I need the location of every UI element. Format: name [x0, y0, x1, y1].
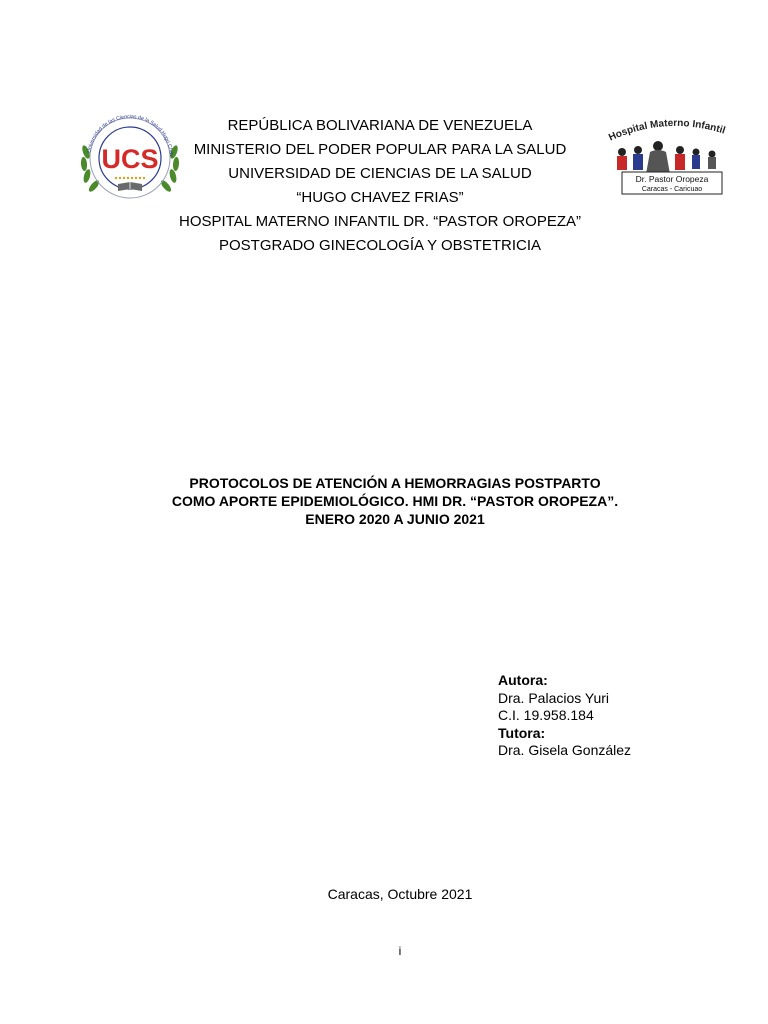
header-line: REPÚBLICA BOLIVARIANA DE VENEZUELA	[227, 117, 533, 134]
header-line: HOSPITAL MATERNO INFANTIL DR. “PASTOR OROPEZA”	[179, 213, 581, 230]
hospital-logo	[600, 112, 740, 202]
tutora-label: Tutora:	[498, 724, 546, 741]
header-line: MINISTERIO DEL PODER POPULAR PARA LA SALUD	[193, 141, 567, 158]
autora-label: Autora:	[498, 672, 548, 688]
hospital-figures-icon	[617, 141, 716, 174]
svg-text:Hospital Materno Infantil	[607, 118, 727, 144]
ucs-ring-text: Universidad de las Ciencias de la Salud Hugo Cháv	[86, 113, 174, 157]
document-title	[130, 474, 660, 528]
hospital-logo-location: Caracas - Caricuao	[641, 186, 703, 193]
autora-id: C.I. 19.958.184	[498, 707, 594, 723]
title-line: ENERO 2020 A JUNIO 2021	[305, 511, 485, 527]
page-number: i	[398, 944, 402, 958]
authors-block	[498, 672, 631, 760]
hospital-logo-arc-text: Hospital Materno Infantil	[607, 117, 727, 144]
header-line: POSTGRADO GINECOLOGÍA Y OBSTETRICIA	[218, 237, 542, 254]
autora-name: Dra. Palacios Yuri	[498, 689, 610, 706]
header-line: UNIVERSIDAD DE CIENCIAS DE LA SALUD	[228, 165, 532, 182]
hospital-logo-caption: Dr. Pastor Oropeza	[635, 174, 709, 184]
title-line: COMO APORTE EPIDEMIOLÓGICO. HMI DR. “PASTOR OROPEZA”.	[171, 493, 619, 509]
institution-header	[150, 114, 610, 258]
title-line: PROTOCOLOS DE ATENCIÓN A HEMORRAGIAS POSTPARTO	[189, 475, 601, 491]
header-line: “HUGO CHAVEZ FRIAS”	[296, 189, 464, 206]
ucs-logo-text: UCS	[101, 144, 159, 174]
place-date: Caracas, Octubre 2021	[327, 886, 473, 902]
tutora-name: Dra. Gisela González	[498, 742, 632, 758]
